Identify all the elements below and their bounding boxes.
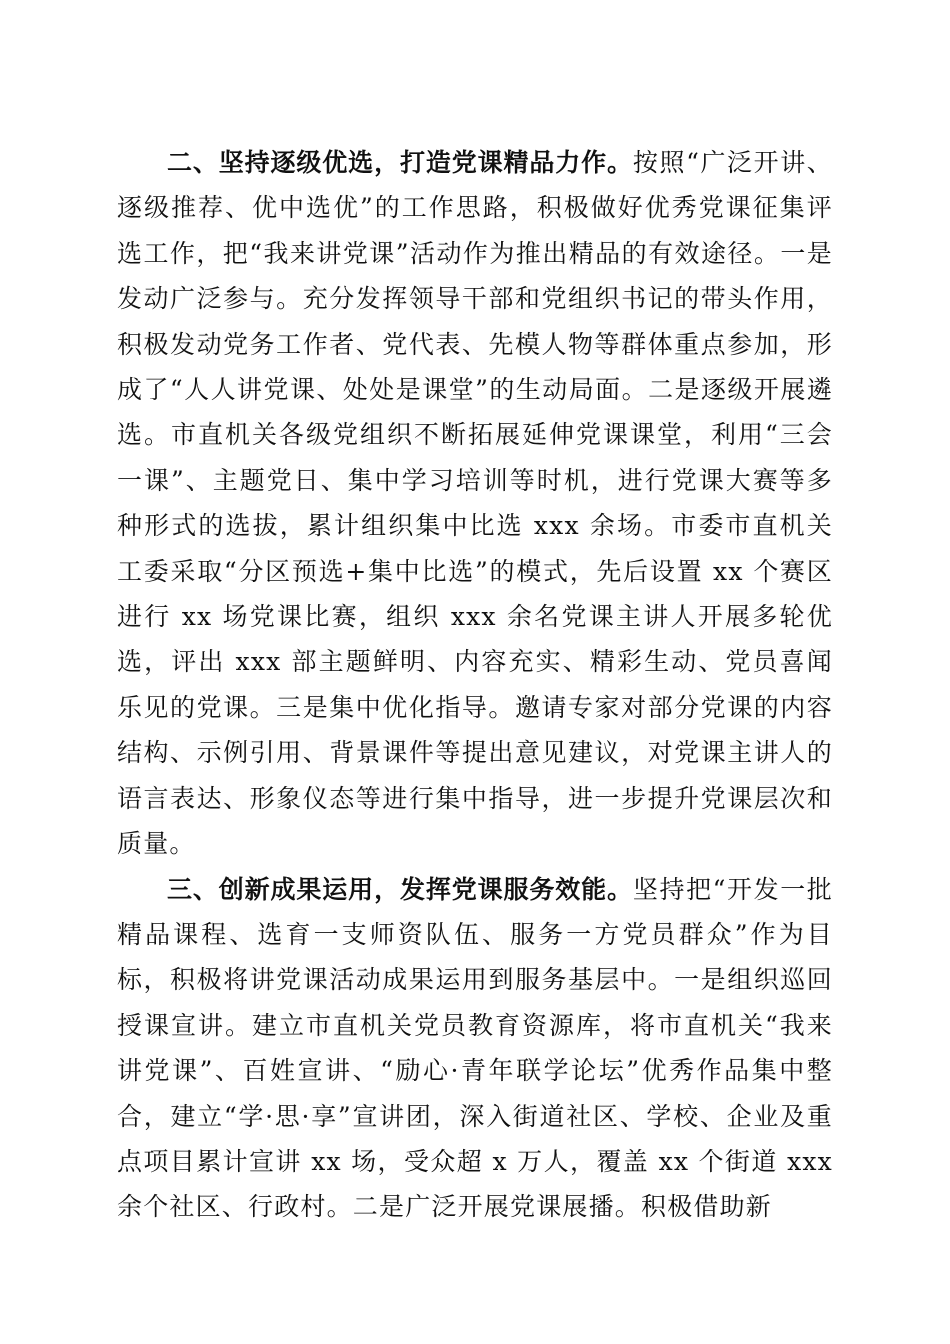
paragraph-3-heading: 三、创新成果运用，发挥党课服务效能。 — [167, 874, 633, 904]
paragraph-2-text: 按照“广泛开讲、逐级推荐、优中选优”的工作思路，积极做好优秀党课征集评选工作，把“我来讲党课”活动作为推出精品的有效途径。一是发动广泛参与。充分发挥领导干部和党组织书记的带头作用，积极发动党务工作者、党代表、先模人物等群体重点参加，形成了“人人讲党课、处处是课堂”的生动局面。二是逐级开展遴选。市直机关各级党组织不断拓展延伸党课课堂，利用“三会一课”、主题党日、集中学习培训等时机，进行党课大赛等多种形式的选拔，累计组织集中比选 xxx 余场。市委市直机关工委采取“分区预选+集中比选”的模式，先后设置 xx 个赛区进行 xx 场党课比赛，组织 xxx 余名党课主讲人开展多轮优选，评出 xxx 部主题鲜明、内容充实、精彩生动、党员喜闻乐见的党课。三是集中优化指导。邀请专家对部分党课的内容结构、示例引用、背景课件等提出意见建议，对党课主讲人的语言表达、形象仪态等进行集中指导，进一步提升党课层次和质量。 — [117, 148, 833, 859]
paragraph-2-heading: 二、坚持逐级优选，打造党课精品力作。 — [167, 148, 633, 177]
paragraph-2 — [117, 140, 833, 867]
document-body — [117, 140, 833, 1230]
paragraph-3-text: 坚持把“开发一批精品课程、选育一支师资队伍、服务一方党员群众”作为目标，积极将讲党课活动成果运用到服务基层中。一是组织巡回授课宣讲。建立市直机关党员教育资源库，将市直机关“我来讲党课”、百姓宣讲、“励心·青年联学论坛”优秀作品集中整合，建立“学·思·享”宣讲团，深入街道社区、学校、企业及重点项目累计宣讲 xx 场，受众超 x 万人，覆盖 xx 个街道 xxx 余个社区、行政村。二是广泛开展党课展播。积极借助新 — [117, 874, 833, 1222]
paragraph-3 — [117, 867, 833, 1230]
